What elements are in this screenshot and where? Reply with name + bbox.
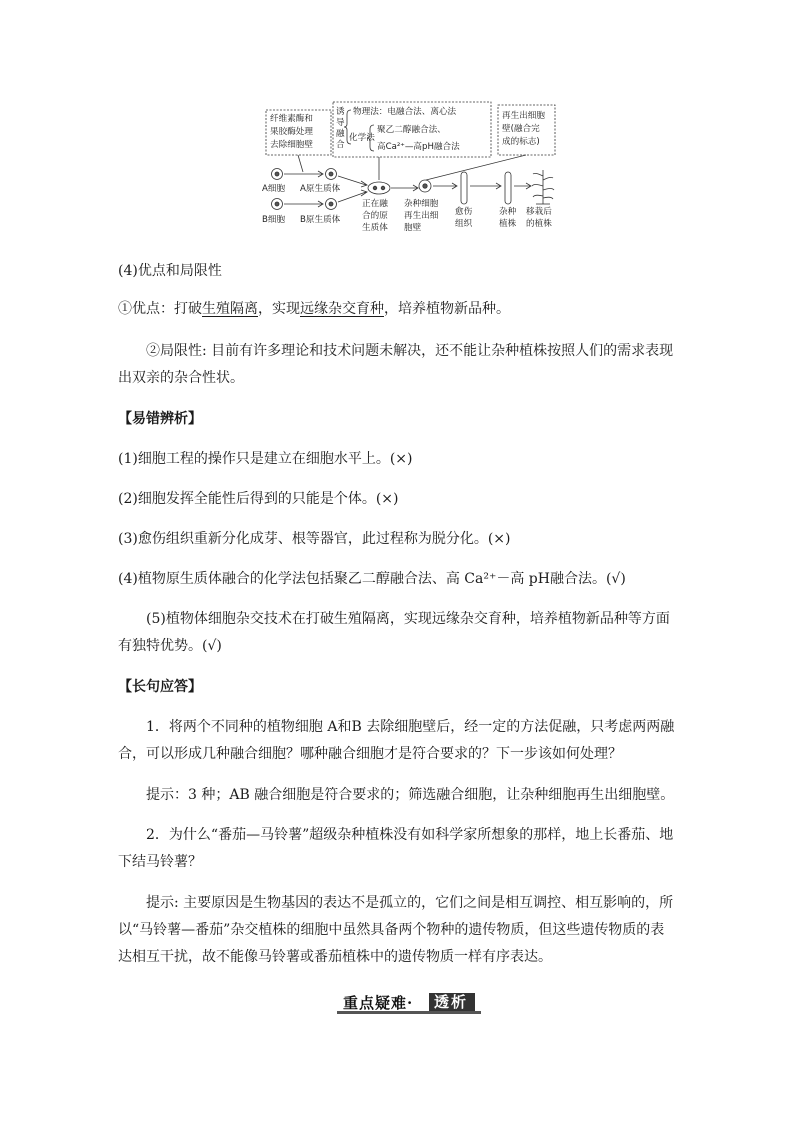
diagram-svg bbox=[258, 100, 558, 235]
chemical-method-2: 高Ca²⁺—高pH融合法 bbox=[377, 142, 460, 152]
proto-a-label: A原生质体 bbox=[300, 184, 341, 194]
mistake-1: (1)细胞工程的操作只是建立在细胞水平上。(×) bbox=[118, 451, 413, 467]
plant-line-2: 植株 bbox=[499, 219, 517, 229]
callus-line-1: 愈伤 bbox=[455, 207, 473, 217]
transplant-line-2: 的植株 bbox=[526, 219, 552, 229]
cell-fusion-diagram bbox=[258, 100, 558, 235]
proto-b-label: B原生质体 bbox=[300, 215, 341, 225]
limitation-text: ②局限性: 目前有许多理论和技术问题未解决，还不能让杂种植株按照人们的需求表现出双亲的杂合性状。 bbox=[118, 343, 674, 386]
question-2: 2．为什么“番茄—马铃薯”超级杂种植株没有如科学家所想象的那样，地上长番茄、地下结马铃薯？ bbox=[118, 827, 674, 870]
adv-prefix: ①优点：打破 bbox=[118, 301, 202, 317]
enzyme-line-3: 去除细胞壁 bbox=[270, 140, 313, 150]
cell-b-label: B细胞 bbox=[262, 215, 286, 225]
banner-left-text: 重点疑难· bbox=[343, 994, 414, 1012]
chemical-label: 化学法 bbox=[349, 133, 375, 143]
induce-char-3: 融 bbox=[336, 129, 345, 139]
regen-line-2: 壁(融合完 bbox=[502, 124, 540, 134]
banner-svg bbox=[337, 992, 481, 1016]
question-1: 1．将两个不同种的植物细胞 A和B 去除细胞壁后，经一定的方法促融，只考虑两两融合，可以形成几种融合细胞？哪种融合细胞才是符合要求的？下一步该如何处理？ bbox=[118, 719, 675, 762]
fusing-line-1: 正在融 bbox=[362, 199, 388, 209]
advantage-text bbox=[118, 296, 678, 323]
adv-suffix: ，培养植物新品种。 bbox=[384, 301, 510, 317]
mistake-2: (2)细胞发挥全能性后得到的只能是个体。(×) bbox=[118, 491, 399, 507]
fusing-line-2: 合的原 bbox=[362, 211, 388, 221]
answer-1: 提示：3 种；AB 融合细胞是符合要求的；筛选融合细胞，让杂种细胞再生出细胞壁。 bbox=[146, 787, 675, 803]
mistakes-heading: 【易错辨析】 bbox=[118, 411, 202, 427]
enzyme-line-1: 纤维素酶和 bbox=[270, 114, 313, 124]
mistake-3: (3)愈伤组织重新分化成芽、根等器官，此过程称为脱分化。(×) bbox=[118, 531, 511, 547]
adv-underline-2: 远缘杂交育种 bbox=[300, 301, 384, 317]
regen-line-3: 成的标志) bbox=[502, 137, 540, 147]
answer-2: 提示: 主要原因是生物基因的表达不是孤立的，它们之间是相互调控、相互影响的，所以“马铃薯—番茄”杂交植株的细胞中虽然具备两个物种的遗传物质，但这些遗传物质的表达相互干扰，故不能像马铃薯或番茄植株中的遗传物质一样有序表达。 bbox=[118, 895, 674, 965]
section-banner bbox=[337, 992, 481, 1016]
hybrid-line-2: 再生出细 bbox=[404, 211, 439, 221]
adv-mid: ，实现 bbox=[258, 301, 300, 317]
hybrid-line-3: 胞壁 bbox=[404, 223, 422, 233]
regen-line-1: 再生出细胞 bbox=[502, 111, 545, 121]
fusing-line-3: 生质体 bbox=[362, 223, 388, 233]
long-answer-heading: 【长句应答】 bbox=[118, 679, 202, 695]
chemical-method-1: 聚乙二醇融合法、 bbox=[377, 125, 446, 135]
plant-line-1: 杂种 bbox=[499, 207, 517, 217]
transplant-line-1: 移栽后 bbox=[526, 207, 552, 217]
mistake-5: (5)植物体细胞杂交技术在打破生殖隔离，实现远缘杂交育种，培养植物新品种等方面有独特优势。(√) bbox=[118, 611, 670, 654]
mistake-4: (4)植物原生质体融合的化学法包括聚乙二醇融合法、高 Ca²⁺－高 pH融合法。(√) bbox=[118, 571, 626, 587]
hybrid-line-1: 杂种细胞 bbox=[404, 199, 439, 209]
enzyme-line-2: 果胶酶处理 bbox=[270, 127, 313, 137]
physical-method: 物理法：电融合法、离心法 bbox=[353, 107, 457, 117]
section-4-title: (4)优点和局限性 bbox=[118, 263, 222, 279]
banner-right-text: 透析 bbox=[434, 993, 469, 1011]
cell-a-label: A细胞 bbox=[262, 184, 286, 194]
induce-char-1: 诱 bbox=[336, 107, 345, 117]
adv-underline-1: 生殖隔离 bbox=[202, 301, 258, 317]
induce-char-4: 合 bbox=[336, 140, 345, 150]
callus-line-2: 组织 bbox=[455, 219, 473, 229]
induce-char-2: 导 bbox=[336, 118, 345, 128]
